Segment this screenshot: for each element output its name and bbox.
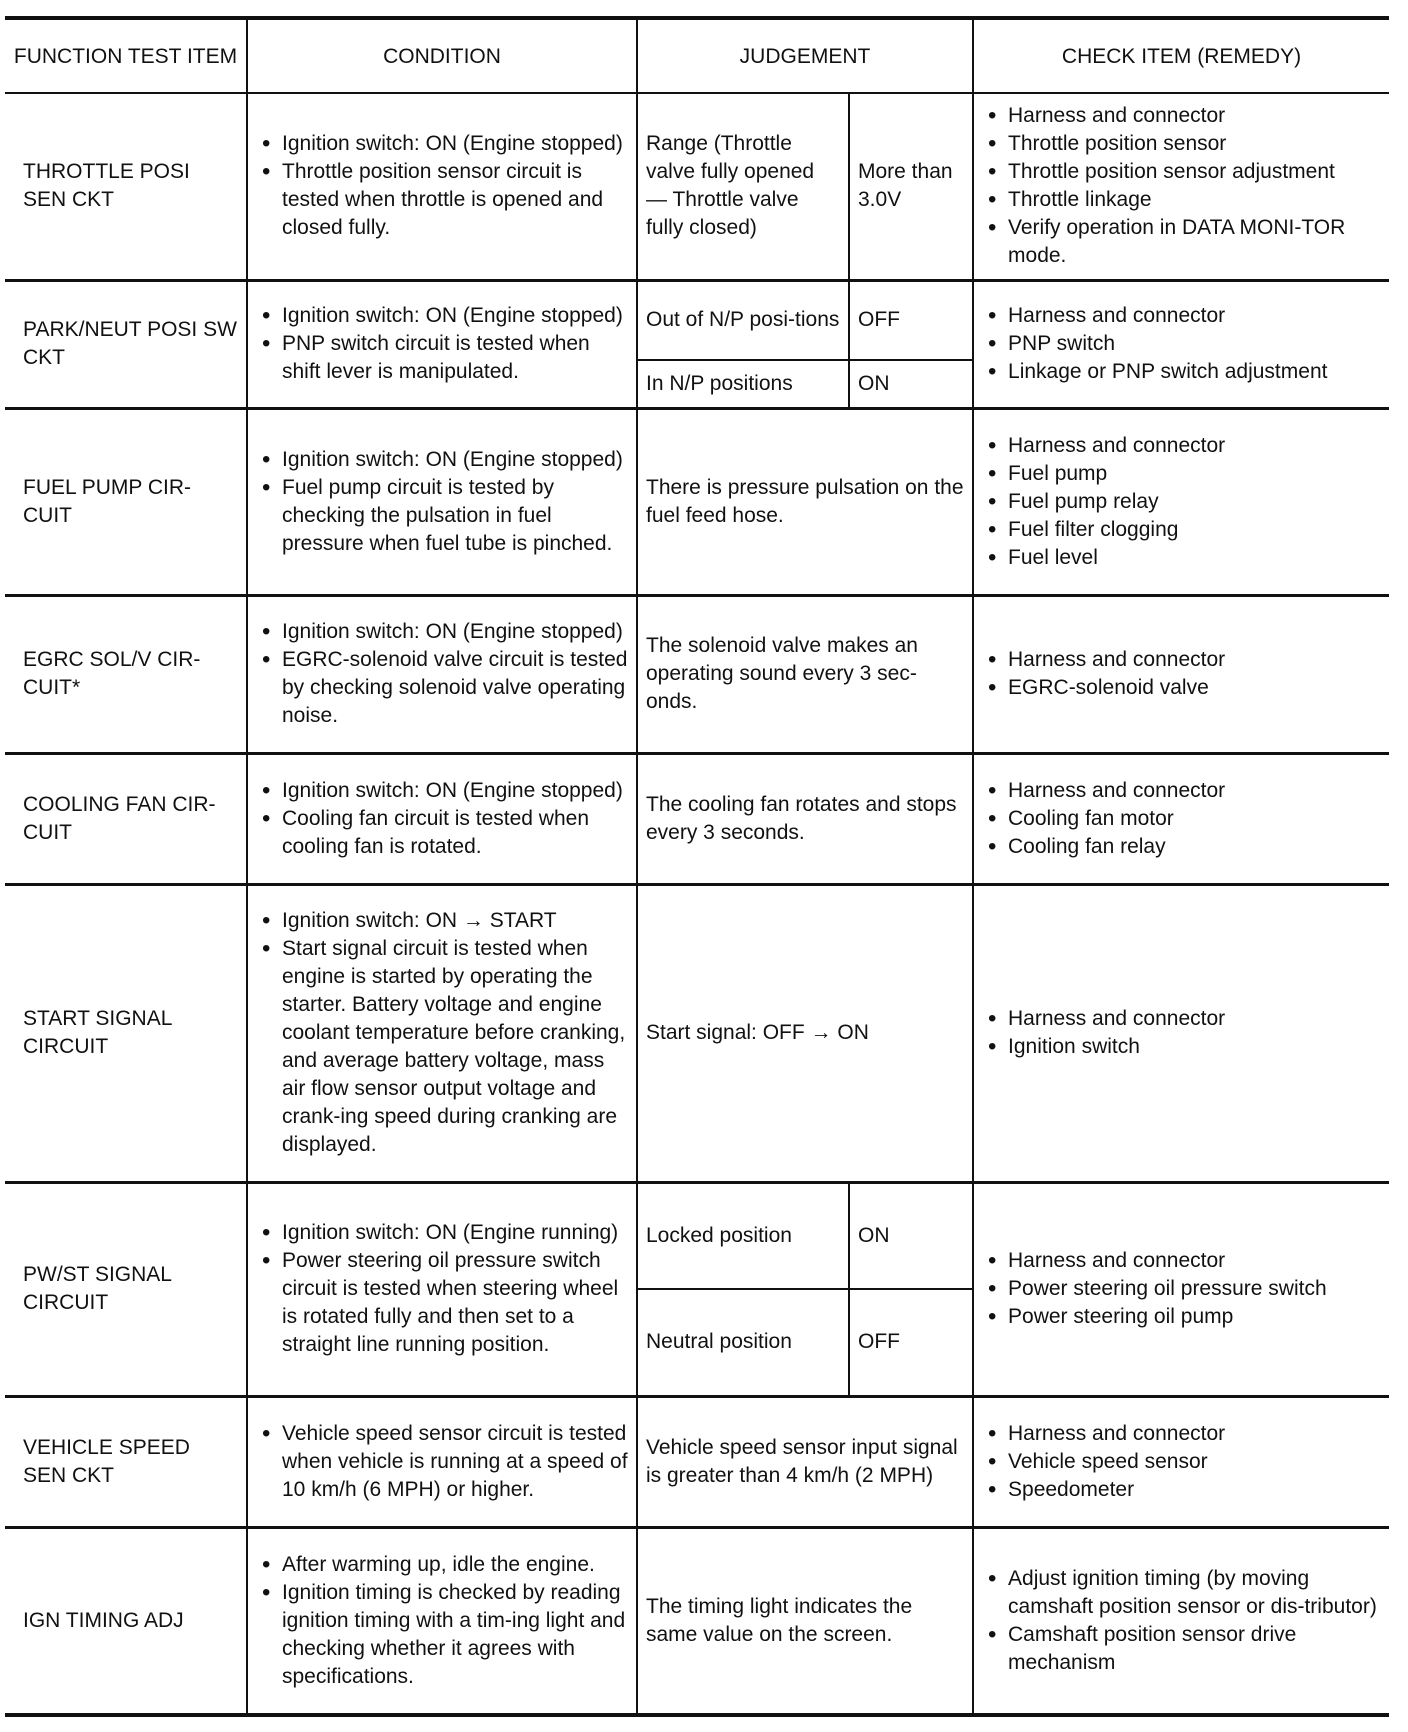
condition-item: • Vehicle speed sensor circuit is tested when vehicle is running at a speed of 10 km/h (6 MPH) or higher. <box>256 1420 628 1504</box>
check-item: • Cooling fan motor <box>982 805 1381 833</box>
check-item-cell <box>973 1182 1389 1396</box>
check-item-cell <box>973 1396 1389 1527</box>
judgement-cell: In N/P positions <box>637 360 849 408</box>
condition-cell <box>247 1182 637 1396</box>
check-item: • Harness and connector <box>982 102 1381 130</box>
condition-item: • Ignition switch: ON → START <box>256 907 628 935</box>
condition-item: • Ignition switch: ON (Engine stopped) <box>256 130 628 158</box>
judgement-value-cell: ON <box>849 1182 973 1289</box>
table-row <box>5 753 1389 884</box>
function-test-item: PW/ST SIGNAL CIRCUIT <box>5 1182 247 1396</box>
condition-item: • EGRC-solenoid valve circuit is tested by checking solenoid valve operating noise. <box>256 646 628 730</box>
judgement-value-cell: OFF <box>849 1289 973 1396</box>
table-row <box>5 1527 1389 1715</box>
header-condition: CONDITION <box>247 18 637 93</box>
condition-item: • Ignition switch: ON (Engine stopped) <box>256 446 628 474</box>
condition-cell <box>247 595 637 753</box>
check-item: • Power steering oil pressure switch <box>982 1275 1381 1303</box>
judgement-value-cell: ON <box>849 360 973 408</box>
check-item: • Harness and connector <box>982 1005 1381 1033</box>
table-row <box>5 595 1389 753</box>
condition-cell <box>247 93 637 280</box>
check-item-cell <box>973 93 1389 280</box>
condition-cell <box>247 884 637 1182</box>
check-item-cell <box>973 408 1389 595</box>
function-test-table-page <box>5 16 1389 1717</box>
check-item: • Fuel filter clogging <box>982 516 1381 544</box>
judgement-cell: Out of N/P posi-tions <box>637 280 849 360</box>
condition-item: • Cooling fan circuit is tested when cooling fan is rotated. <box>256 805 628 861</box>
check-item: • Linkage or PNP switch adjustment <box>982 358 1381 386</box>
condition-item: • Ignition switch: ON (Engine stopped) <box>256 302 628 330</box>
judgement-cell: The solenoid valve makes an operating sound every 3 sec-onds. <box>637 595 973 753</box>
header-judgement: JUDGEMENT <box>637 18 973 93</box>
condition-item: • Start signal circuit is tested when engine is started by operating the starter. Battery voltage and engine coolant temperature before cranking, and average battery voltage, mass air flow sensor output voltage and crank-ing speed during cranking are displayed. <box>256 935 628 1159</box>
check-item: • Adjust ignition timing (by moving camshaft position sensor or dis-tributor) <box>982 1565 1381 1621</box>
table-row <box>5 408 1389 595</box>
check-item: • Harness and connector <box>982 432 1381 460</box>
table-row <box>5 884 1389 1182</box>
condition-cell <box>247 408 637 595</box>
judgement-cell: Vehicle speed sensor input signal is greater than 4 km/h (2 MPH) <box>637 1396 973 1527</box>
condition-item: • Power steering oil pressure switch circuit is tested when steering wheel is rotated fully and then set to a straight line running position. <box>256 1247 628 1359</box>
function-test-item: VEHICLE SPEED SEN CKT <box>5 1396 247 1527</box>
condition-item: • Ignition timing is checked by reading ignition timing with a tim-ing light and checking whether it agrees with specifications. <box>256 1579 628 1691</box>
judgement-cell: The timing light indicates the same value on the screen. <box>637 1527 973 1715</box>
function-test-item: EGRC SOL/V CIR-CUIT* <box>5 595 247 753</box>
check-item: • Fuel pump <box>982 460 1381 488</box>
check-item: • Vehicle speed sensor <box>982 1448 1381 1476</box>
check-item: • Fuel level <box>982 544 1381 572</box>
check-item: • PNP switch <box>982 330 1381 358</box>
condition-cell <box>247 1396 637 1527</box>
check-item: • Speedometer <box>982 1476 1381 1504</box>
condition-item: • PNP switch circuit is tested when shift lever is manipulated. <box>256 330 628 386</box>
condition-cell <box>247 280 637 408</box>
check-item: • Ignition switch <box>982 1033 1381 1061</box>
table-row <box>5 1396 1389 1527</box>
check-item: • Camshaft position sensor drive mechanism <box>982 1621 1381 1677</box>
function-test-item: START SIGNAL CIRCUIT <box>5 884 247 1182</box>
check-item: • Cooling fan relay <box>982 833 1381 861</box>
function-test-item: FUEL PUMP CIR-CUIT <box>5 408 247 595</box>
table-header-row <box>5 18 1389 93</box>
condition-item: • Ignition switch: ON (Engine running) <box>256 1219 628 1247</box>
check-item-cell <box>973 280 1389 408</box>
condition-cell <box>247 753 637 884</box>
check-item-cell <box>973 1527 1389 1715</box>
judgement-value-cell: More than 3.0V <box>849 93 973 280</box>
function-test-item: PARK/NEUT POSI SW CKT <box>5 280 247 408</box>
table-row <box>5 1182 1389 1289</box>
judgement-cell: Neutral position <box>637 1289 849 1396</box>
header-function-test-item: FUNCTION TEST ITEM <box>5 18 247 93</box>
check-item: • Harness and connector <box>982 646 1381 674</box>
check-item: • Fuel pump relay <box>982 488 1381 516</box>
check-item-cell <box>973 753 1389 884</box>
check-item: • Harness and connector <box>982 1247 1381 1275</box>
check-item: • Harness and connector <box>982 1420 1381 1448</box>
condition-item: • Ignition switch: ON (Engine stopped) <box>256 777 628 805</box>
judgement-value-cell: OFF <box>849 280 973 360</box>
function-test-item: IGN TIMING ADJ <box>5 1527 247 1715</box>
judgement-cell: Locked position <box>637 1182 849 1289</box>
table-row <box>5 280 1389 360</box>
function-test-item: THROTTLE POSI SEN CKT <box>5 93 247 280</box>
judgement-cell: Start signal: OFF → ON <box>637 884 973 1182</box>
judgement-cell: There is pressure pulsation on the fuel feed hose. <box>637 408 973 595</box>
judgement-cell: Range (Throttle valve fully opened — Throttle valve fully closed) <box>637 93 849 280</box>
check-item-cell <box>973 595 1389 753</box>
check-item: • Throttle position sensor adjustment <box>982 158 1381 186</box>
condition-cell <box>247 1527 637 1715</box>
check-item: • Verify operation in DATA MONI-TOR mode. <box>982 214 1381 270</box>
condition-item: • After warming up, idle the engine. <box>256 1551 628 1579</box>
judgement-cell: The cooling fan rotates and stops every 3 seconds. <box>637 753 973 884</box>
table-row <box>5 93 1389 280</box>
condition-item: • Throttle position sensor circuit is tested when throttle is opened and closed fully. <box>256 158 628 242</box>
check-item: • Throttle linkage <box>982 186 1381 214</box>
condition-item: • Ignition switch: ON (Engine stopped) <box>256 618 628 646</box>
check-item: • Harness and connector <box>982 777 1381 805</box>
function-test-table <box>5 16 1389 1717</box>
function-test-item: COOLING FAN CIR-CUIT <box>5 753 247 884</box>
check-item-cell <box>973 884 1389 1182</box>
check-item: • Throttle position sensor <box>982 130 1381 158</box>
check-item: • Harness and connector <box>982 302 1381 330</box>
check-item: • Power steering oil pump <box>982 1303 1381 1331</box>
header-check-item: CHECK ITEM (REMEDY) <box>973 18 1389 93</box>
check-item: • EGRC-solenoid valve <box>982 674 1381 702</box>
condition-item: • Fuel pump circuit is tested by checking the pulsation in fuel pressure when fuel tube is pinched. <box>256 474 628 558</box>
